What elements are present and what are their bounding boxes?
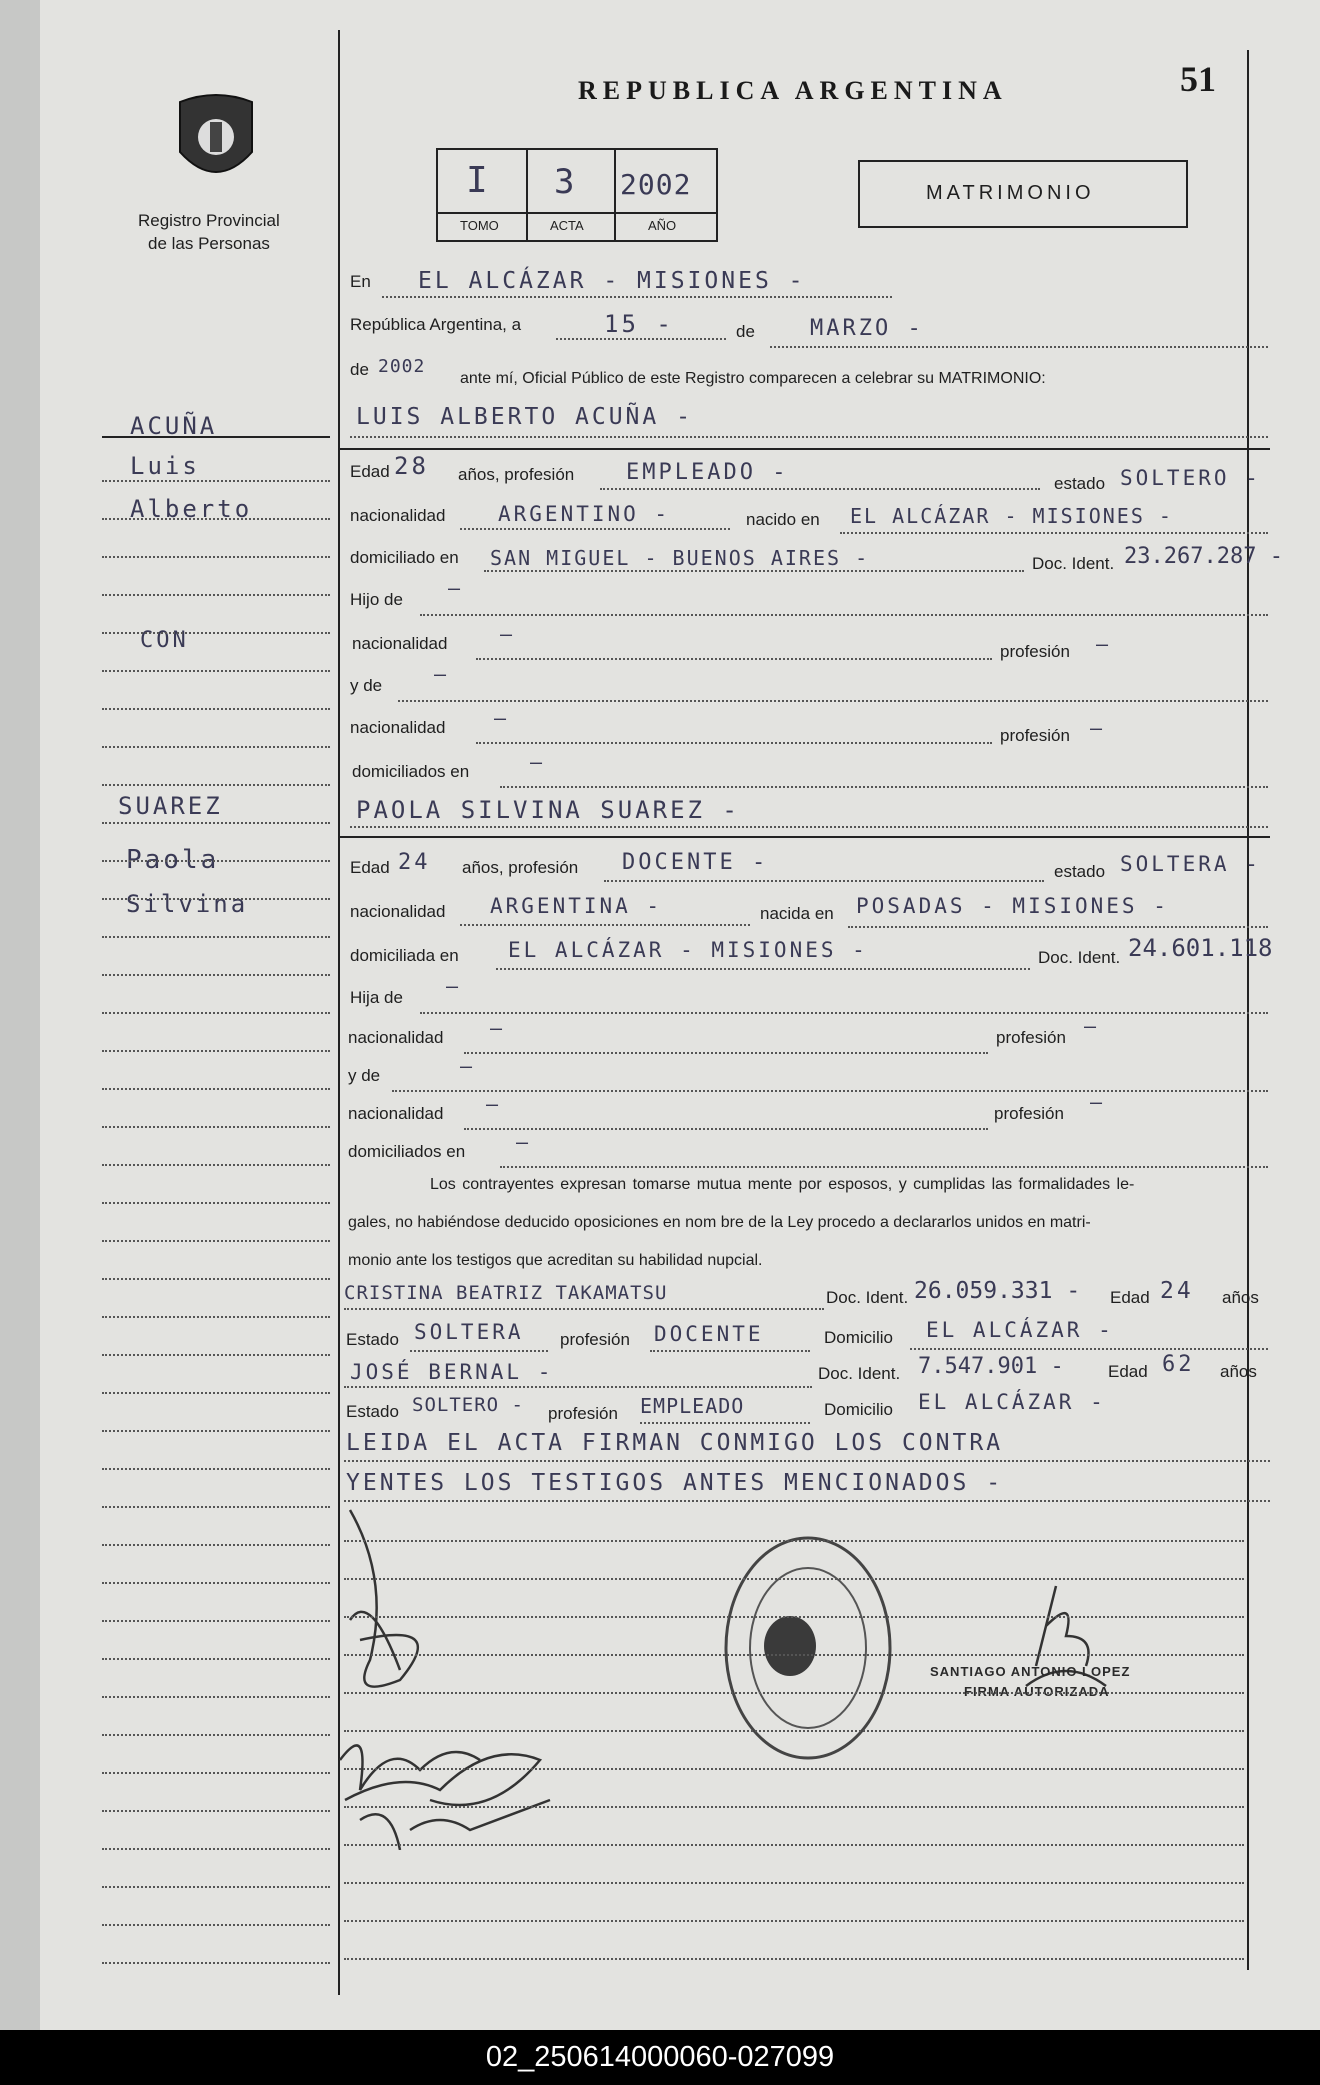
margin-ruled-line	[102, 1202, 330, 1204]
margin-ruled-line	[102, 1734, 330, 1736]
main-ruled-line	[344, 1654, 1244, 1656]
margin-ruled-line	[102, 1088, 330, 1090]
day-line	[556, 338, 726, 340]
groom-mother-prof-label: profesión	[1000, 726, 1070, 745]
main-ruled-line	[344, 1540, 1244, 1542]
margin-surname-bride: SUAREZ	[118, 792, 223, 820]
declaration-line2: gales, no habiéndose deducido oposiciones en nom bre de la Ley procedo a declararlos unidos en matri-	[348, 1214, 1091, 1231]
margin-ruled-line	[102, 1354, 330, 1356]
bride-estado: SOLTERA -	[1120, 852, 1261, 876]
bride-nacida-line	[848, 926, 1268, 928]
bride-domiciliados-dash: —	[516, 1130, 532, 1154]
margin-ruled-line	[102, 1468, 330, 1470]
groom-nacionalidad: ARGENTINO -	[498, 502, 671, 526]
main-ruled-line	[344, 1958, 1244, 1960]
witness1-doc: 26.059.331 -	[914, 1278, 1081, 1304]
de-label: de	[736, 322, 755, 341]
groom-father-prof-dash: —	[1096, 632, 1112, 656]
margin-ruled-line	[102, 480, 330, 482]
paper	[40, 0, 1320, 2030]
margin-given-groom-1: Luis	[130, 452, 200, 480]
place-line	[382, 296, 892, 298]
margin-ruled-line	[102, 822, 330, 824]
margin-con: CON	[140, 628, 189, 653]
witness2-doc: 7.547.901 -	[918, 1354, 1064, 1379]
groom-yde-label: y de	[350, 676, 383, 695]
margin-ruled-line	[102, 632, 330, 634]
margin-ruled-line	[102, 1392, 330, 1394]
groom-estado-label: estado	[1054, 474, 1106, 493]
bride-mother-nac-line	[464, 1128, 988, 1130]
groom-yde-dash: —	[434, 662, 450, 686]
witness1-anos-label: años	[1222, 1288, 1259, 1307]
intro-month: MARZO -	[810, 316, 924, 341]
declaration-line3: monio ante los testigos que acreditan su habilidad nupcial.	[348, 1252, 763, 1269]
groom-edad: 28	[394, 452, 429, 480]
bride-nacida: POSADAS - MISIONES -	[856, 894, 1169, 918]
margin-given-bride-1: Paola	[126, 845, 220, 875]
groom-nacido-line	[840, 532, 1268, 534]
bride-name: PAOLA SILVINA SUAREZ -	[356, 796, 740, 824]
bride-nacida-label: nacida en	[760, 904, 834, 923]
bride-mother-nac-label: nacionalidad	[348, 1104, 444, 1123]
groom-edad-label: Edad	[350, 462, 390, 481]
groom-domicilio: SAN MIGUEL - BUENOS AIRES -	[490, 546, 870, 570]
groom-name: LUIS ALBERTO ACUÑA -	[356, 404, 693, 430]
bride-father-prof-label: profesión	[996, 1028, 1066, 1047]
groom-doc: 23.267.287 -	[1124, 544, 1283, 569]
groom-prof-line	[600, 488, 1040, 490]
groom-nac-label: nacionalidad	[350, 506, 446, 525]
bride-doc: 24.601.118	[1128, 934, 1273, 962]
bride-edad-label: Edad	[350, 858, 390, 877]
margin-ruled-line	[102, 1848, 330, 1850]
bride-domiciliados-label: domiciliados en	[348, 1142, 466, 1161]
intro-place: EL ALCÁZAR - MISIONES -	[418, 268, 806, 294]
en-label: En	[350, 272, 371, 291]
groom-mother-nac-label: nacionalidad	[350, 718, 446, 737]
groom-domiciliados-dash: —	[530, 750, 546, 774]
witness2-dom-label: Domicilio	[824, 1400, 893, 1419]
groom-mother-nac-line	[476, 742, 992, 744]
bride-hija-line	[420, 1012, 1268, 1014]
margin-given-bride-2: Silvina	[126, 890, 249, 918]
margin-ruled-line	[102, 1430, 330, 1432]
declaration-line1: Los contrayentes expresan tomarse mutua mente por esposos, y cumplidas las formalidades le-	[430, 1176, 1135, 1193]
groom-rule	[340, 448, 1270, 450]
intro-statement: ante mí, Oficial Público de este Registro comparecen a celebrar su MATRIMONIO:	[460, 370, 1046, 387]
witness2-domicilio: EL ALCÁZAR -	[918, 1390, 1106, 1414]
main-ruled-line	[344, 1578, 1244, 1580]
witness1-prof-line	[650, 1350, 810, 1352]
witness1-estado-label: Estado	[346, 1330, 399, 1349]
witness1-dom-label: Domicilio	[824, 1328, 893, 1347]
bride-nac-label: nacionalidad	[350, 902, 446, 921]
closing-line1: LEIDA EL ACTA FIRMAN CONMIGO LOS CONTRA	[346, 1430, 1004, 1456]
groom-father-prof-label: profesión	[1000, 642, 1070, 661]
margin-ruled-line	[102, 1924, 330, 1926]
groom-nacido-label: nacido en	[746, 510, 820, 529]
groom-mother-nac-dash: —	[494, 706, 510, 730]
groom-nacido: EL ALCÁZAR - MISIONES -	[850, 504, 1173, 528]
margin-ruled-line	[102, 1772, 330, 1774]
witness1-profesion: DOCENTE	[654, 1322, 764, 1346]
contrayentes-signatures	[330, 1500, 570, 1850]
margin-ruled-line	[102, 1316, 330, 1318]
groom-name-line	[350, 436, 1268, 438]
margin-ruled-line	[102, 1696, 330, 1698]
tomo-label: TOMO	[460, 218, 499, 233]
margin-ruled-line	[102, 594, 330, 596]
bride-doc-label: Doc. Ident.	[1038, 948, 1121, 967]
main-ruled-line	[344, 1882, 1244, 1884]
bride-nacionalidad: ARGENTINA -	[490, 894, 663, 918]
main-ruled-line	[344, 1616, 1244, 1618]
witness2-name: JOSÉ BERNAL -	[350, 1360, 554, 1384]
bride-father-nac-dash: —	[490, 1016, 506, 1040]
acta-value: 3	[554, 162, 578, 202]
margin-ruled-line	[102, 1278, 330, 1280]
witness1-estado: SOLTERA	[414, 1320, 524, 1344]
bride-anos-label: años, profesión	[462, 858, 579, 877]
margin-ruled-line	[102, 974, 330, 976]
groom-hijo-line	[420, 614, 1268, 616]
witness2-anos-label: años	[1220, 1362, 1257, 1381]
groom-anos-label: años, profesión	[458, 465, 575, 484]
record-number-box	[436, 148, 718, 242]
groom-father-nac-label: nacionalidad	[352, 634, 448, 653]
margin-ruled-line	[102, 860, 330, 862]
bride-profesion: DOCENTE -	[622, 850, 769, 875]
witness2-profesion: EMPLEADO	[640, 1394, 745, 1418]
groom-father-nac-line	[476, 658, 992, 660]
groom-nac-line	[460, 528, 730, 530]
groom-father-nac-dash: —	[500, 622, 516, 646]
margin-ruled-line	[102, 556, 330, 558]
groom-yde-line	[398, 700, 1268, 702]
bride-estado-label: estado	[1054, 862, 1106, 881]
provincial-emblem-icon	[170, 92, 262, 192]
witness2-estado-label: Estado	[346, 1402, 399, 1421]
bride-yde-dash: —	[460, 1054, 476, 1078]
official-stamp	[718, 1528, 898, 1768]
groom-doc-label: Doc. Ident.	[1032, 554, 1115, 573]
groom-estado: SOLTERO -	[1120, 466, 1261, 490]
bride-domicilio: EL ALCÁZAR - MISIONES -	[508, 938, 868, 962]
margin-ruled-line	[102, 1164, 330, 1166]
closing-line1-rule	[344, 1460, 1270, 1462]
bride-yde-label: y de	[348, 1066, 381, 1085]
page-number: 51	[1180, 59, 1216, 99]
bride-father-prof-dash: —	[1084, 1014, 1100, 1038]
record-type: MATRIMONIO	[926, 182, 1095, 204]
margin-ruled-line	[102, 1012, 330, 1014]
witness2-prof-label: profesión	[548, 1404, 618, 1423]
bride-prof-line	[604, 880, 1044, 882]
groom-hijo-label: Hijo de	[350, 590, 403, 609]
main-ruled-line	[344, 1730, 1244, 1732]
officer-name: SANTIAGO ANTONIO LOPEZ	[930, 1664, 1131, 1679]
groom-dom-label: domiciliado en	[350, 548, 459, 567]
intro-day: 15 -	[604, 310, 674, 338]
tomo-value: I	[466, 160, 491, 201]
margin-ruled-line	[102, 936, 330, 938]
bride-hija-label: Hija de	[350, 988, 403, 1007]
witness1-dom-line	[910, 1348, 1268, 1350]
bride-yde-line	[392, 1090, 1268, 1092]
bride-mother-prof-label: profesión	[994, 1104, 1064, 1123]
country-title: REPUBLICA ARGENTINA	[578, 76, 1008, 105]
closing-line2: YENTES LOS TESTIGOS ANTES MENCIONADOS -	[346, 1470, 1004, 1496]
bride-nac-line	[460, 924, 750, 926]
witness1-name: CRISTINA BEATRIZ TAKAMATSU	[344, 1282, 668, 1304]
witness2-edad-label: Edad	[1108, 1362, 1148, 1381]
witness1-edad: 24	[1160, 1278, 1194, 1304]
witness1-edad-label: Edad	[1110, 1288, 1150, 1307]
witness1-doc-label: Doc. Ident.	[826, 1288, 909, 1307]
ano-value: 2002	[620, 168, 692, 201]
margin-ruled-line	[102, 670, 330, 672]
witness2-estado: SOLTERO -	[412, 1394, 524, 1416]
month-line	[770, 346, 1268, 348]
groom-dom-line	[484, 570, 1024, 572]
witness2-name-line	[344, 1386, 812, 1388]
groom-domiciliados-label: domiciliados en	[352, 762, 470, 781]
bride-father-nac-label: nacionalidad	[348, 1028, 444, 1047]
binding-strip	[0, 0, 40, 2030]
registry-title-line1: Registro Provincial	[138, 211, 280, 230]
bride-dom-label: domiciliada en	[350, 946, 459, 965]
groom-profesion: EMPLEADO -	[626, 460, 789, 485]
margin-given-groom-2: Alberto	[130, 495, 253, 523]
margin-ruled-line	[102, 708, 330, 710]
groom-domiciliados-line	[500, 786, 1268, 788]
margin-ruled-line	[102, 1582, 330, 1584]
margin-ruled-line	[102, 1620, 330, 1622]
margin-ruled-line	[102, 1506, 330, 1508]
witness1-name-line	[344, 1308, 824, 1310]
groom-mother-prof-dash: —	[1090, 716, 1106, 740]
margin-ruled-line	[102, 1544, 330, 1546]
right-border	[1247, 50, 1249, 1970]
margin-ruled-line	[102, 1810, 330, 1812]
margin-ruled-line	[102, 1658, 330, 1660]
bride-mother-nac-dash: —	[486, 1092, 502, 1116]
republica-label: República Argentina, a	[350, 315, 522, 334]
main-ruled-line	[344, 1692, 1244, 1694]
margin-ruled-line	[102, 1962, 330, 1964]
margin-ruled-line	[102, 1050, 330, 1052]
ano-label: AÑO	[648, 218, 677, 233]
record-type-box	[858, 160, 1188, 228]
bride-name-line	[350, 826, 1268, 828]
bride-edad: 24	[398, 850, 431, 875]
groom-hijo-dash: —	[448, 576, 464, 600]
witness1-prof-label: profesión	[560, 1330, 630, 1349]
main-ruled-line	[344, 1844, 1244, 1846]
margin-ruled-line	[102, 1240, 330, 1242]
registry-title-line2: de las Personas	[148, 234, 270, 253]
bride-domiciliados-line	[500, 1166, 1268, 1168]
margin-ruled-line	[102, 518, 330, 520]
witness2-doc-label: Doc. Ident.	[818, 1364, 901, 1383]
acta-label: ACTA	[550, 218, 584, 233]
witness2-edad: 62	[1162, 1352, 1195, 1377]
margin-rule	[102, 436, 330, 438]
officer-title: FIRMA AUTORIZADA	[964, 1684, 1110, 1699]
witness2-prof-line	[640, 1422, 810, 1424]
bride-rule	[340, 836, 1270, 838]
margin-ruled-line	[102, 1886, 330, 1888]
main-ruled-line	[344, 1806, 1244, 1808]
bride-dom-line	[496, 968, 1030, 970]
margin-ruled-line	[102, 898, 330, 900]
main-ruled-line	[344, 1768, 1244, 1770]
bride-hija-dash: —	[446, 974, 462, 998]
bride-mother-prof-dash: —	[1090, 1090, 1106, 1114]
scan-id-footer: 02_250614000060-027099	[0, 2030, 1320, 2085]
margin-ruled-line	[102, 746, 330, 748]
witness1-domicilio: EL ALCÁZAR -	[926, 1318, 1114, 1342]
main-ruled-line	[344, 1920, 1244, 1922]
de2-label: de	[350, 360, 369, 379]
margin-surname-groom: ACUÑA	[130, 412, 218, 440]
witness1-estado-line	[410, 1350, 548, 1352]
margin-ruled-line	[102, 1126, 330, 1128]
bride-father-nac-line	[464, 1052, 988, 1054]
intro-year: 2002	[378, 356, 426, 377]
margin-ruled-line	[102, 784, 330, 786]
